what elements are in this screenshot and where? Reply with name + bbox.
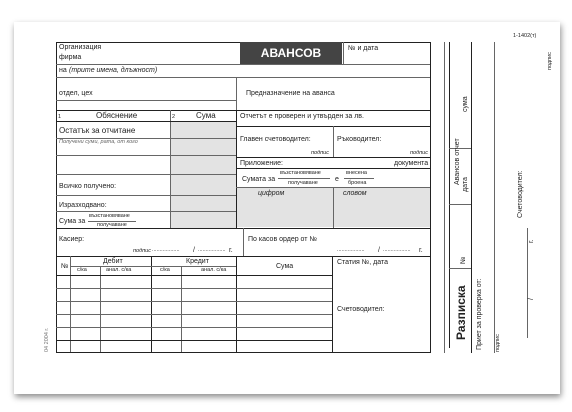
stub-sum: сума (462, 96, 469, 112)
col1-label: Обяснение (96, 111, 138, 120)
table-header-line (56, 275, 332, 276)
anal-header: анал. с/ка (201, 267, 227, 273)
name-prefix: на (59, 67, 67, 74)
col2-num: 2 (172, 114, 176, 120)
stub-sign-line (527, 228, 528, 338)
frame-left (56, 42, 57, 353)
dept-label: отдел, цех (59, 90, 93, 97)
sum-header: Сума (276, 263, 294, 270)
table-row (56, 211, 236, 212)
stub-line (471, 42, 472, 353)
table-row (56, 138, 236, 139)
stub-signature: подпис (495, 334, 501, 352)
stub-line (444, 42, 445, 353)
frame-bottom (56, 352, 430, 353)
fraction-line (278, 178, 330, 179)
row-line (56, 77, 430, 78)
is-label: е (335, 176, 339, 183)
cash-order-label: По касов ордер от № (248, 236, 317, 243)
table-row (56, 301, 332, 302)
table-row (56, 340, 332, 341)
cashier-signature: подпис (133, 248, 151, 254)
manager-label: Ръководител: (337, 136, 382, 143)
stub-year: г. (528, 239, 535, 243)
col-divider (151, 256, 152, 352)
verified-label: Отчетът е проверен и утвърден за лв. (240, 113, 364, 120)
credit-header: Кредит (186, 258, 209, 265)
table-row (56, 155, 236, 156)
year-label: г. (229, 247, 233, 254)
stub-line (494, 42, 495, 353)
slash: / (193, 247, 195, 254)
chief-accountant-label: Главен счетоводител: (240, 136, 311, 143)
signature-label: подпис (410, 150, 428, 156)
form-code: 1-1402(т) (513, 33, 537, 39)
balance-label: Остатък за отчитане (59, 126, 136, 135)
stub-divider (449, 204, 471, 205)
dots: .................. (337, 247, 365, 253)
purpose-divider (236, 77, 237, 111)
sa-header: с/ка (77, 267, 87, 273)
fraction-line (344, 178, 374, 179)
stub-num: № (460, 256, 467, 264)
stub-signature-top: подпис (547, 52, 553, 70)
col-divider (332, 256, 333, 352)
sign-divider (333, 126, 334, 157)
stub-inner (449, 42, 450, 348)
year-label: г. (419, 247, 423, 254)
documents-label: документа (394, 160, 429, 167)
table-row (56, 174, 236, 175)
number-date-label: № и дата (348, 45, 379, 52)
in-digits-label: цифром (258, 190, 285, 197)
side-code: 04 2004 г. (44, 327, 50, 352)
stub-accountant: Счетоводител: (517, 170, 524, 218)
firm-label: фирма (59, 54, 82, 61)
status-label: Статия №, дата (337, 259, 389, 266)
receive-label: получаване (288, 180, 318, 186)
given-label: броена (348, 180, 367, 186)
dots: .................. (383, 247, 411, 253)
spent-label: Изразходвано: (59, 202, 107, 209)
in-words-label: словом (343, 190, 367, 197)
purpose-label: Предназначение на аванса (246, 90, 335, 97)
num-header: № (61, 263, 69, 270)
stub-advance-report: Авансов отчет (454, 138, 461, 185)
stub-receipt: Разписка (454, 285, 468, 340)
org-label: Организация (59, 44, 102, 51)
paid-in-label: внесена (346, 170, 367, 176)
amount-divider (333, 187, 334, 228)
table-row (56, 314, 332, 315)
col-divider (70, 256, 71, 352)
sa-header: с/ка (160, 267, 170, 273)
right-line (236, 168, 430, 169)
stub-slash: / (528, 298, 535, 300)
table-row (56, 327, 332, 328)
name-hint: (трите имена, длъжност) (69, 67, 158, 74)
attachment-label: Приложение: (240, 160, 284, 167)
stub-accepted: Приет за проверка от: (476, 278, 483, 350)
sum-for-label: Сума за (59, 218, 86, 225)
row-line (56, 64, 430, 65)
section-line (56, 256, 430, 257)
cashier-label: Касиер: (59, 236, 85, 243)
reimburse-label: възстановяване (89, 213, 130, 219)
debit-header: Дебит (103, 258, 123, 265)
sum-for-label: Сумата за (242, 176, 276, 183)
dots: .................. (198, 247, 226, 253)
table-row (56, 288, 332, 289)
col-divider (236, 256, 237, 352)
right-line (236, 157, 430, 158)
accountant-label: Счетоводител: (337, 306, 385, 313)
signature-label: подпис (311, 150, 329, 156)
row-line (56, 100, 236, 101)
stub-divider (449, 268, 471, 269)
frame-right (430, 42, 431, 353)
reimburse-label: възстановяване (280, 170, 321, 176)
slash: / (378, 247, 380, 254)
form-title: АВАНСОВ ОТЧЕТ (240, 42, 342, 64)
received-hint: Получени суми, рата, от кого (59, 139, 138, 145)
stub-date: дата (462, 177, 469, 192)
total-received-label: Всичко получено: (59, 183, 117, 190)
anal-header: анал. с/ка (106, 267, 132, 273)
cash-divider (243, 228, 244, 256)
table-row (56, 195, 236, 196)
receive-label: получаване (97, 222, 127, 228)
number-date-divider (343, 42, 344, 64)
col1-num: 1 (58, 114, 62, 120)
dots: .................. (152, 247, 180, 253)
col2-label: Сума (196, 111, 216, 120)
